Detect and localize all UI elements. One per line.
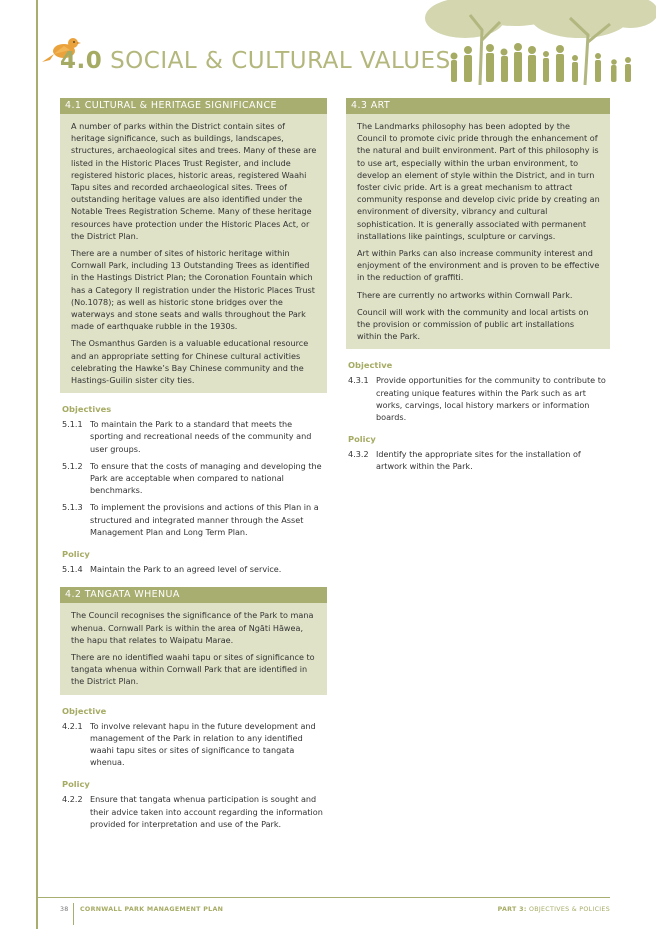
right-column xyxy=(346,98,610,478)
section-heading-art: 4.3 ART xyxy=(346,98,610,114)
list-item xyxy=(62,720,327,769)
policy-heading: Policy xyxy=(62,549,90,560)
paragraph: There are a number of sites of historic heritage within Cornwall Park, including 13 Outstanding Trees as identified in the Hastings District Plan; the Coronation Fountain which has a Category II registration under the Historic Places Trust (No.1078); as well as historic stone bridges over the waterways and stone seats and walls throughout the Park made of earthquake rubble in the 1930s. xyxy=(71,248,315,332)
document-title: CORNWALL PARK MANAGEMENT PLAN xyxy=(80,906,224,913)
item-number: 4.3.2 xyxy=(348,449,369,460)
item-text: Provide opportunities for the community to contribute to creating unique features within the Park such as art works, carvings, local history markers or information boards. xyxy=(376,375,606,423)
paragraph: Art within Parks can also increase community interest and enjoyment of the environment and is proven to be effective in the reduction of graffiti. xyxy=(357,248,600,283)
page-spine-rule xyxy=(36,0,38,929)
trees-and-people-illustration xyxy=(420,0,656,90)
paragraph: There are no identified waahi tapu or sites of significance to tangata whenua within Cornwall Park that are identified in the District Plan. xyxy=(71,651,315,687)
item-text: Maintain the Park to an agreed level of service. xyxy=(90,564,282,575)
item-number: 5.1.1 xyxy=(62,419,83,430)
policy-heading: Policy xyxy=(62,779,90,790)
paragraph: The Landmarks philosophy has been adopted by the Council to promote civic pride through the enhancement of the natural and built environment. Part of this philosophy is to use art, especially within the urban environment, to develop an element of style within the District, and in turn foster civic pride. Art is a great mechanism to attract community response and develop civic pride by creating an environment of diversity, vibrancy and cultural sophistication. It is generally associated with permanent installations like paintings, sculpture or carvings. xyxy=(357,121,600,241)
list-item xyxy=(348,448,610,472)
list-item xyxy=(62,793,327,830)
objective-heading: Objective xyxy=(348,360,393,371)
part-number: PART 3: xyxy=(497,906,527,913)
objective-heading: Objective xyxy=(62,705,107,716)
item-text: To involve relevant hapu in the future development and management of the Park in relation to any identified waahi tapu sites or sites of significance to tangata whenua. xyxy=(90,720,316,768)
list-item xyxy=(62,460,327,497)
footer-divider xyxy=(73,903,74,925)
item-text: To implement the provisions and actions of this Plan in a structured and integrated manner through the Asset Management Plan and Long Term Plan. xyxy=(90,502,319,537)
paragraph: Council will work with the community and local artists on the provision or commission of public art installations within the Park. xyxy=(357,306,589,342)
item-number: 4.2.1 xyxy=(62,720,83,731)
section-heading-cultural-heritage: 4.1 CULTURAL & HERITAGE SIGNIFICANCE xyxy=(60,98,327,114)
list-item xyxy=(62,418,327,455)
item-number: 4.3.1 xyxy=(348,375,369,386)
footer-rule xyxy=(36,897,610,898)
paragraph: There are currently no artworks within Cornwall Park. xyxy=(357,289,573,300)
paragraph: The Osmanthus Garden is a valuable educational resource and an appropriate setting for Chinese cultural activities celebrating the Hawke’s Bay Chinese community and the Hastings-Guilin sister city ties. xyxy=(71,338,309,386)
chapter-heading xyxy=(60,48,451,74)
list-item xyxy=(348,374,610,423)
art-text-box xyxy=(346,114,610,349)
item-text: To maintain the Park to a standard that meets the sporting and recreational needs of the community and user groups. xyxy=(90,419,312,454)
page-number: 38 xyxy=(60,906,69,913)
objectives-heading: Objectives xyxy=(62,404,112,415)
item-number: 5.1.2 xyxy=(62,460,83,471)
part-title: OBJECTIVES & POLICIES xyxy=(526,906,610,913)
left-column xyxy=(60,98,327,835)
item-number: 5.1.4 xyxy=(62,564,83,575)
item-number: 5.1.3 xyxy=(62,502,83,513)
part-label xyxy=(498,906,610,913)
list-item xyxy=(62,563,327,575)
item-text: Ensure that tangata whenua participation is sought and their advice taken into account regarding the information provided for interpretation and use of the Park. xyxy=(90,794,323,829)
item-number: 4.2.2 xyxy=(62,794,83,805)
item-text: To ensure that the costs of managing and developing the Park are acceptable when compared to national benchmarks. xyxy=(90,460,322,496)
paragraph: The Council recognises the significance of the Park to mana whenua. Cornwall Park is within the area of Ngāti Hāwea, the hapu that relates to Waipatu Marae. xyxy=(71,610,314,645)
chapter-number: 4.0 xyxy=(60,48,103,74)
tangata-whenua-text-box xyxy=(60,603,327,694)
section-heading-tangata-whenua: 4.2 TANGATA WHENUA xyxy=(60,587,327,603)
cultural-heritage-text-box xyxy=(60,114,327,393)
item-text: Identify the appropriate sites for the installation of artwork within the Park. xyxy=(376,449,581,472)
chapter-title: SOCIAL & CULTURAL VALUES xyxy=(110,48,451,74)
list-item xyxy=(62,501,327,538)
paragraph: A number of parks within the District contain sites of heritage significance, such as buildings, landscapes, structures, archaeological sites and trees. Many of these are listed in the Historic Places Trust Register, and include registered historic places, historic areas, registered Waahi Tapu sites and recorded archaeological sites. Trees of outstanding heritage values are also identified under the Notable Trees Registration Scheme. Many of these heritage resources have protection under the Historic Places Act, or the District Plan. xyxy=(71,121,317,241)
policy-heading: Policy xyxy=(348,434,376,445)
